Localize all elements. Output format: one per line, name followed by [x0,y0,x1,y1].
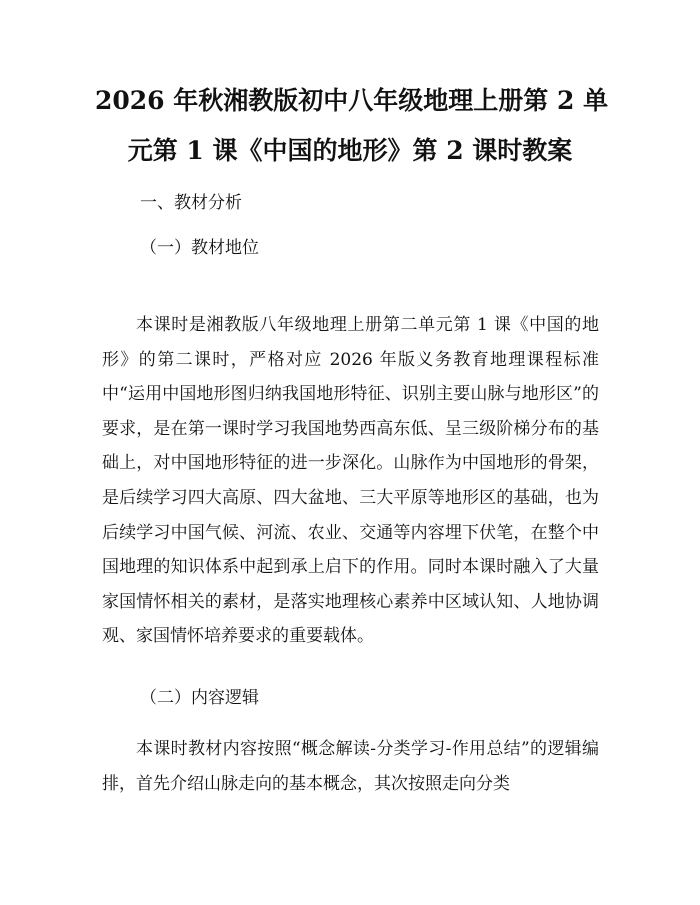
subsection-heading-content-logic: （二）内容逻辑 [140,688,259,708]
subsection-heading-textbook-position: （一）教材地位 [140,238,259,258]
paragraph-content-logic: 本课时教材内容按照“概念解读-分类学习-作用总结”的逻辑编排，首先介绍山脉走向的基本概念，其次按照走向分类 [102,739,599,794]
section-heading-textbook-analysis: 一、教材分析 [140,193,242,213]
document-title-line-1: 2026 年秋湘教版初中八年级地理上册第 2 单 [95,86,609,115]
document-title-line-2: 元第 1 课《中国的地形》第 2 课时教案 [127,136,573,165]
paragraph-textbook-position: 本课时是湘教版八年级地理上册第二单元第 1 课《中国的地形》的第二课时，严格对应 2026 年版义务教育地理课程标准中“运用中国地形图归纳我国地形特征、识别主要山脉与地形区”的要求，是在第一课时学习我国地势西高东低、呈三级阶梯分布的基础上，对中国地形特征的进一步深化。山脉作为中国地形的骨架，是后续学习四大高原、四大盆地、三大平原等地形区的基础，也为后续学习中国气候、河流、农业、交通等内容埋下伏笔，在整个中国地理的知识体系中起到承上启下的作用。同时本课时融入了大量家国情怀相关的素材，是落实地理核心素养中区域认知、人地协调观、家国情怀培养要求的重要载体。 [102,315,599,647]
